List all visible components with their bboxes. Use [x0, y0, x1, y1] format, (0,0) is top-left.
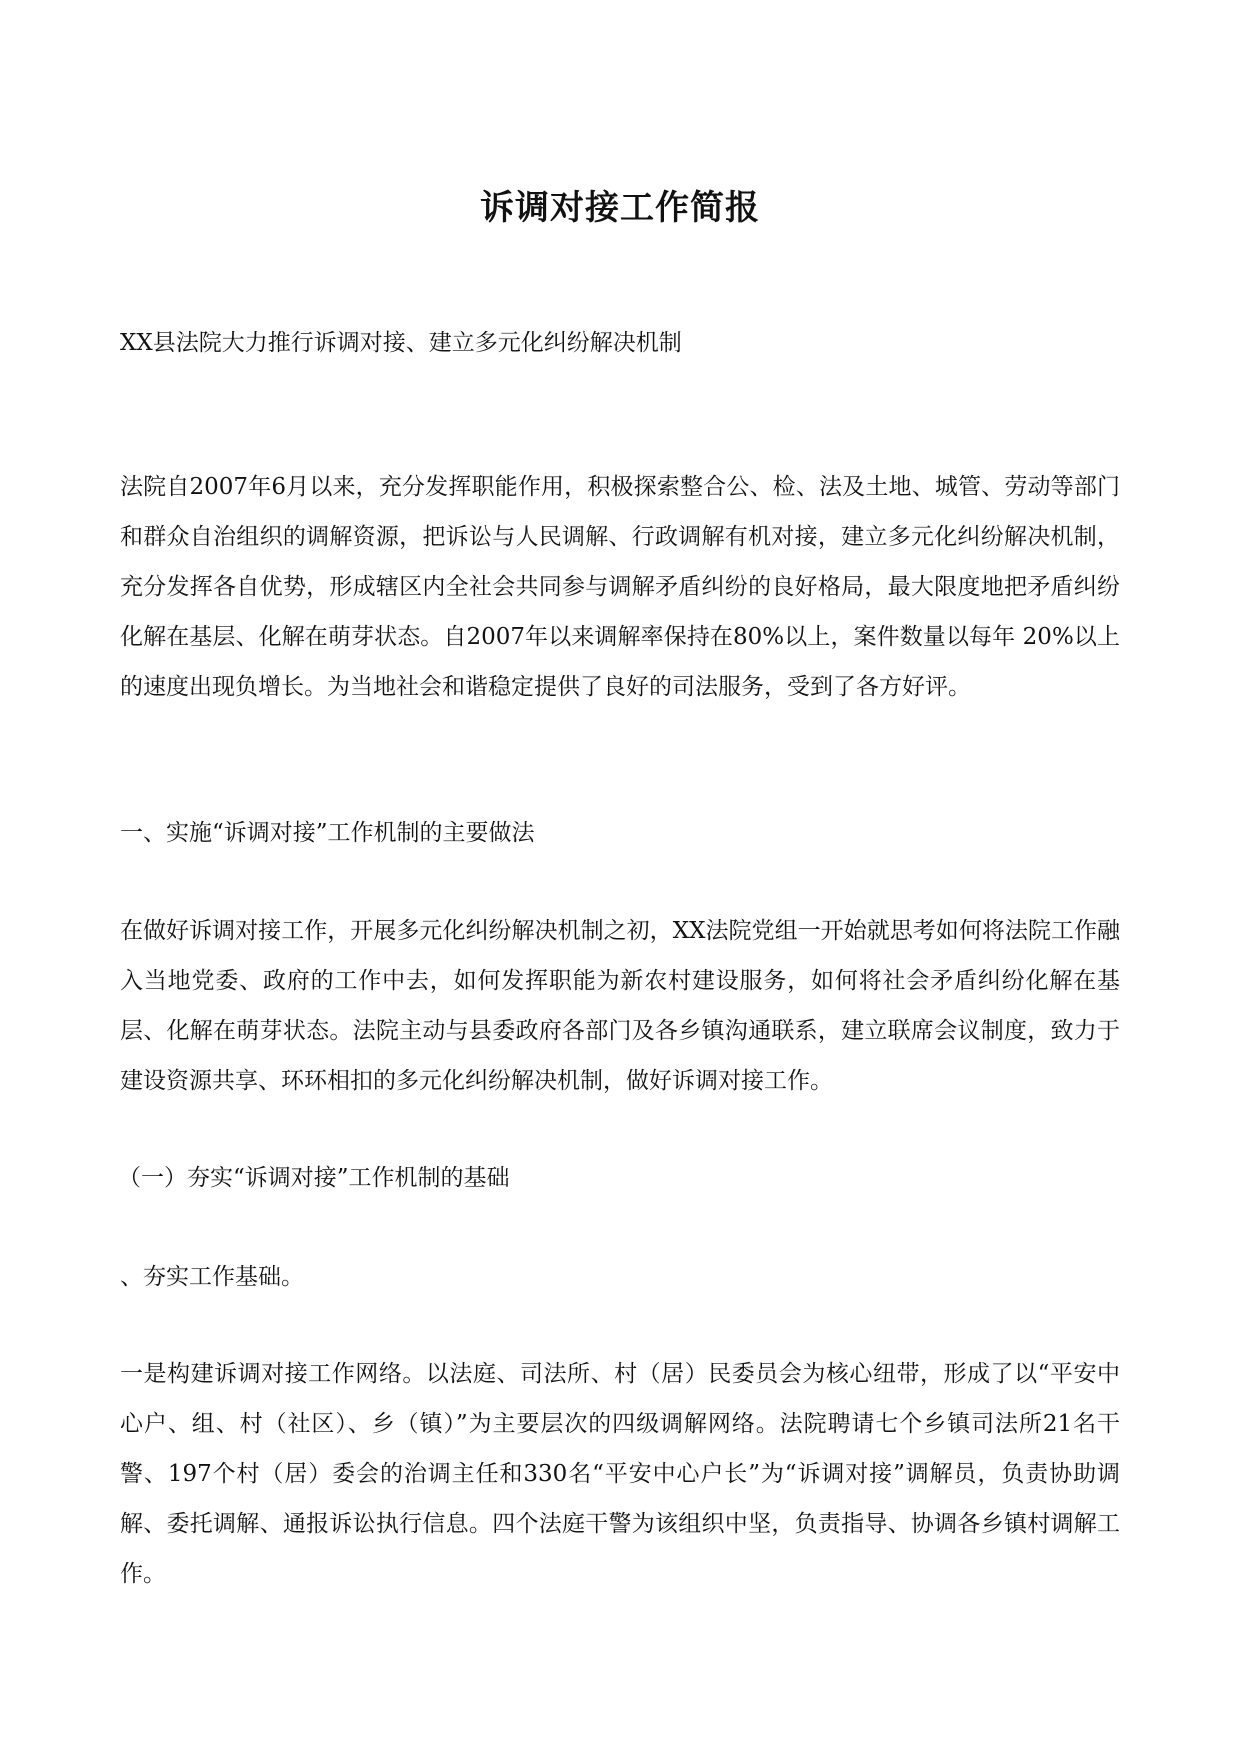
subsection-heading-2: 、夯实工作基础。 [120, 1264, 304, 1290]
document-title: 诉调对接工作简报 [480, 188, 760, 228]
paragraph-intro: 法院自2007年6月以来，充分发挥职能作用，积极探索整合公、检、法及土地、城管、劳动等部门和群众自治组织的调解资源，把诉讼与人民调解、行政调解有机对接，建立多元化纠纷解决机制，充分发挥各自优势，形成辖区内全社会共同参与调解矛盾纠纷的良好格局，最大限度地把矛盾纠纷化解在基层、化解在萌芽状态。自2007年以来调解率保持在80%以上，案件数量以每年 20%以上的速度出现负增长。为当地社会和谐稳定提供了良好的司法服务，受到了各方好评。 [120, 474, 1120, 700]
subsection-heading-1: （一）夯实“诉调对接”工作机制的基础 [118, 1165, 510, 1191]
document-subtitle: XX县法院大力推行诉调对接、建立多元化纠纷解决机制 [120, 330, 682, 356]
section-heading-1: 一、实施“诉调对接”工作机制的主要做法 [120, 820, 535, 846]
paragraph-section-1: 在做好诉调对接工作，开展多元化纠纷解决机制之初，XX法院党组一开始就思考如何将法院工作融入当地党委、政府的工作中去，如何发挥职能为新农村建设服务，如何将社会矛盾纠纷化解在基层、化解在萌芽状态。法院主动与县委政府各部门及各乡镇沟通联系，建立联席会议制度，致力于建设资源共享、环环相扣的多元化纠纷解决机制，做好诉调对接工作。 [120, 918, 1120, 1094]
paragraph-network: 一是构建诉调对接工作网络。以法庭、司法所、村（居）民委员会为核心纽带，形成了以“平安中心户、组、村（社区）、乡（镇）”为主要层次的四级调解网络。法院聘请七个乡镇司法所21名干警、197个村（居）委会的治调主任和330名“平安中心户长”为“诉调对接”调解员，负责协助调解、委托调解、通报诉讼执行信息。四个法庭干警为该组织中坚，负责指导、协调各乡镇村调解工作。 [120, 1361, 1120, 1587]
